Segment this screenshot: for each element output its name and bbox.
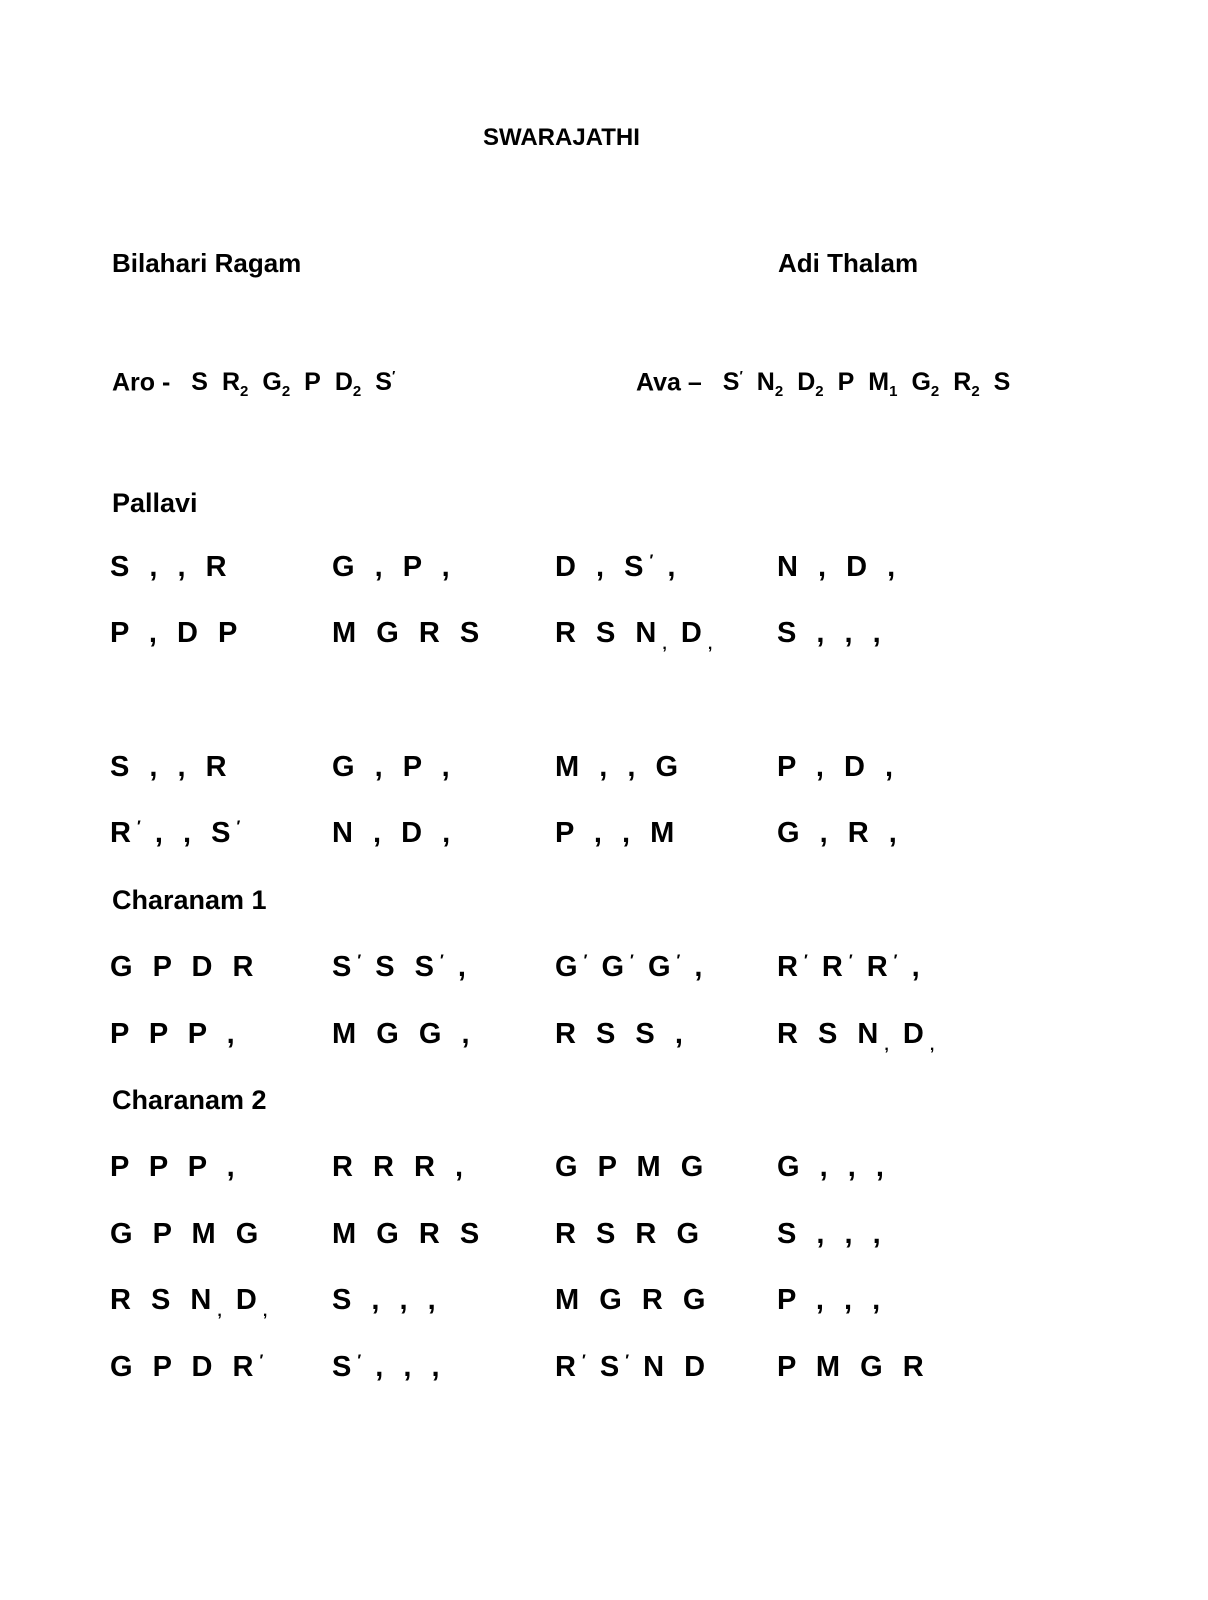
scale-note: P: [837, 368, 855, 397]
scale-note: S′: [375, 368, 396, 397]
scale-note: $D_2$: [334, 368, 362, 401]
swara-cell: R S S ,: [555, 1018, 689, 1050]
swara-cell: N , D ,: [777, 551, 902, 583]
swara-cell: R S $N_,$ $D_,$: [555, 617, 713, 653]
swara-cell: P , D ,: [777, 751, 900, 783]
swara-cell: R S R G: [555, 1218, 705, 1250]
scale-note: $N_2$: [756, 368, 784, 401]
swara-cell: G , , ,: [777, 1151, 890, 1183]
scale-note: $D_2$: [797, 368, 824, 401]
swara-cell: G , R ,: [777, 817, 903, 849]
scale-note: $M_1$: [868, 368, 898, 401]
swara-cell: P P P ,: [110, 1151, 241, 1183]
swara-cell: G , P ,: [332, 751, 456, 783]
swara-cell: G P M G: [555, 1151, 710, 1183]
swara-cell: R S $N_,$ $D_,$: [777, 1018, 935, 1054]
swara-cell: M , , G: [555, 751, 685, 783]
arohanam-label: Aro -: [112, 368, 171, 397]
swara-cell: P , D P: [110, 617, 244, 649]
swara-cell: R′ R′ R′ ,: [777, 951, 926, 983]
swara-cell: S , , R: [110, 551, 233, 583]
scale-note: $R_2$: [953, 368, 980, 401]
swara-cell: P M G R: [777, 1351, 930, 1383]
thalam-label: Adi Thalam: [778, 248, 919, 278]
scale-note: $R_2$: [221, 368, 249, 401]
scale-note: S: [191, 368, 208, 397]
scale-note: S: [993, 368, 1011, 397]
scale-note: P: [304, 368, 321, 397]
scale-note: $G_2$: [262, 368, 291, 401]
swara-cell: P , , ,: [777, 1284, 887, 1316]
swara-cell: M G R S: [332, 1218, 486, 1250]
swara-cell: P P P ,: [110, 1018, 241, 1050]
swara-cell: S , , ,: [777, 617, 887, 649]
swara-cell: M G G ,: [332, 1018, 476, 1050]
arohanam-notes: [177, 368, 396, 401]
swara-cell: S′ S S′ ,: [332, 951, 472, 983]
avarohanam-line: [636, 368, 1010, 400]
swara-cell: S , , R: [110, 751, 233, 783]
swara-cell: G , P ,: [332, 551, 456, 583]
ragam-label: Bilahari Ragam: [112, 248, 302, 278]
swara-cell: S , , ,: [332, 1284, 442, 1316]
swara-cell: G′ G′ G′ ,: [555, 951, 709, 983]
avarohanam-notes: [709, 368, 1011, 401]
swara-cell: P , , M: [555, 817, 681, 849]
swara-cell: S′ , , ,: [332, 1351, 446, 1383]
swara-cell: N , D ,: [332, 817, 457, 849]
section-heading: Charanam 1: [112, 885, 267, 915]
avarohanam-label: Ava –: [636, 368, 702, 397]
arohanam-line: [112, 368, 395, 400]
swara-cell: G P M G: [110, 1218, 265, 1250]
swara-cell: R′ S′ N D: [555, 1351, 712, 1383]
swara-cell: S , , ,: [777, 1218, 887, 1250]
scale-note: $G_2$: [911, 368, 940, 401]
swara-cell: M G R G: [555, 1284, 712, 1316]
swara-cell: G P D R′: [110, 1351, 264, 1383]
scale-note: S′: [722, 368, 743, 397]
section-heading: Pallavi: [112, 488, 198, 518]
swara-cell: R′ , , S′: [110, 817, 241, 849]
swara-cell: R S $N_,$ $D_,$: [110, 1284, 268, 1320]
swara-cell: G P D R: [110, 951, 260, 983]
page-title: SWARAJATHI: [483, 124, 640, 151]
swara-cell: M G R S: [332, 617, 486, 649]
section-heading: Charanam 2: [112, 1085, 267, 1115]
swara-cell: R R R ,: [332, 1151, 470, 1183]
swara-cell: D , S′ ,: [555, 551, 682, 583]
